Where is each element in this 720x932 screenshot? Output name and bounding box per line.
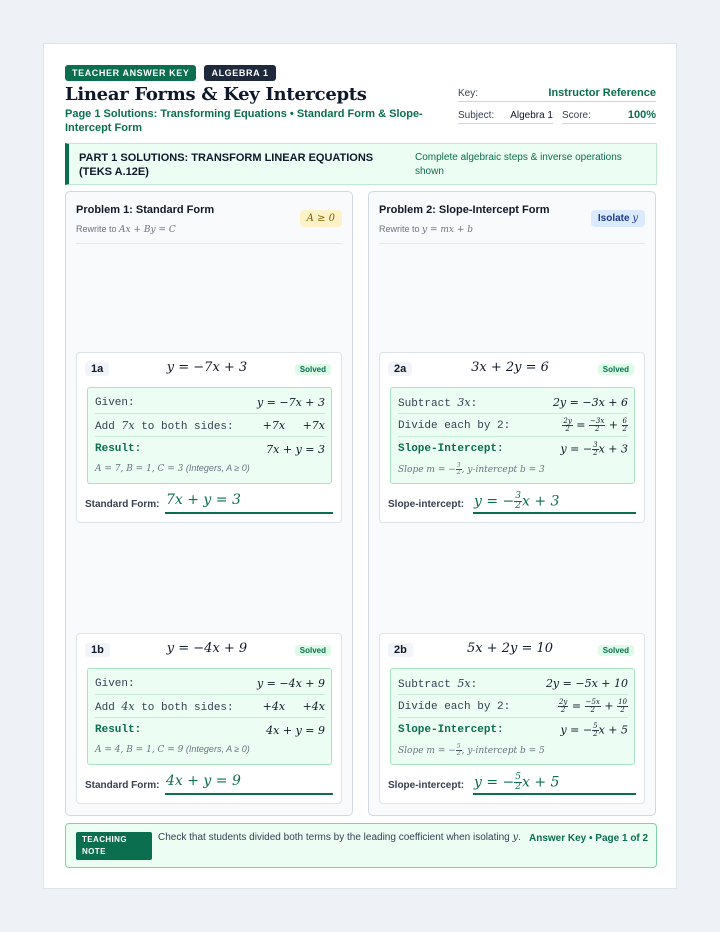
final-answer-label: Slope-intercept:	[388, 499, 465, 510]
constraint-badge: A ≥ 0	[300, 210, 342, 227]
problem-2-title: Problem 2: Slope-Intercept Form	[379, 204, 550, 216]
final-answer	[388, 773, 636, 795]
solved-badge: Solved	[598, 645, 634, 656]
problem-equation: y = −7x + 3	[166, 360, 248, 375]
final-answer-label: Standard Form:	[85, 499, 160, 510]
problem-2-column	[368, 191, 656, 816]
problem-2a-card	[379, 352, 645, 523]
teaching-note-text: Check that students divided both terms by the leading coefficient when isolating y.	[158, 832, 521, 843]
answer-key-sheet	[43, 43, 677, 889]
final-answer-value: y = − $\frac{3}{2}$ x + 3	[473, 492, 636, 514]
isolate-badge: Isolate y	[591, 210, 645, 227]
work-step-given: Given: y = −7x + 3	[95, 392, 325, 414]
work-step-result: Slope-Intercept: y = − $\frac{3}{2}$ x + 3	[398, 440, 628, 457]
problem-equation: 3x + 2y = 6	[471, 360, 549, 375]
work-step-divide: Divide each by 2: $\frac{2y}{2}$ = $\frac{-5x}{2}$ + $\frac{10}{2}$	[398, 696, 628, 718]
problem-number: 1a	[85, 362, 109, 376]
work-step-divide: Divide each by 2: $\frac{2y}{2}$ = $\frac{-3x}{2}$ + $\frac{6}{2}$	[398, 415, 628, 437]
subject-label: Subject:	[458, 110, 495, 121]
teaching-note-badge: TEACHING NOTE	[76, 832, 152, 860]
work-step-result: Result: 4x + y = 9	[95, 723, 325, 737]
solved-badge: Solved	[598, 364, 634, 375]
final-answer	[85, 492, 333, 514]
work-box	[390, 668, 635, 765]
work-step-subtract: Subtract 5x: 2y = −5x + 10	[398, 673, 628, 695]
work-step-result: Slope-Intercept: y = − $\frac{5}{2}$ x + 5	[398, 721, 628, 738]
coefficient-note: A = 7, B = 1, C = 3 (Integers, A ≥ 0)	[95, 463, 250, 474]
problem-equation: y = −4x + 9	[166, 641, 248, 656]
final-answer-value: 7x + y = 3	[165, 492, 333, 514]
part-title: PART 1 SOLUTIONS: TRANSFORM LINEAR EQUATIONS (TEKS A.12E)	[79, 152, 374, 178]
problem-1-instruction: Rewrite to Ax + By = C	[76, 224, 176, 235]
problem-2-header	[379, 202, 645, 244]
problem-1-column	[65, 191, 353, 816]
work-step-add: Add 4x to both sides: +4x +4x	[95, 696, 325, 718]
score-value: 100%	[627, 109, 656, 121]
teacher-answer-key-tag: TEACHER ANSWER KEY	[65, 65, 196, 81]
subject-score-row	[458, 102, 656, 124]
problem-number: 2a	[388, 362, 412, 376]
problem-number: 2b	[388, 643, 413, 657]
problem-number: 1b	[85, 643, 110, 657]
work-step-add: Add 7x to both sides: +7x +7x	[95, 415, 325, 437]
final-answer-value: 4x + y = 9	[165, 773, 333, 795]
final-answer	[388, 492, 636, 514]
slope-note: Slope m = − $\frac{3}{2}$ , y-intercept b = 3	[398, 462, 545, 476]
work-step-result: Result: 7x + y = 3	[95, 442, 325, 456]
problem-equation: 5x + 2y = 10	[466, 641, 554, 656]
work-step-subtract: Subtract 3x: 2y = −3x + 6	[398, 392, 628, 414]
work-box	[87, 668, 332, 765]
problem-2b-card	[379, 633, 645, 804]
key-value: Instructor Reference	[548, 87, 656, 99]
work-box	[87, 387, 332, 484]
work-step-given: Given: y = −4x + 9	[95, 673, 325, 695]
final-answer-label: Standard Form:	[85, 780, 160, 791]
score-label: Score:	[562, 110, 591, 121]
solved-badge: Solved	[295, 364, 331, 375]
page-title: Linear Forms & Key Intercepts	[65, 84, 367, 105]
slope-note: Slope m = − $\frac{5}{2}$ , y-intercept b = 5	[398, 743, 545, 757]
subject-value: Algebra 1	[510, 110, 553, 121]
work-box	[390, 387, 635, 484]
subject-cell	[458, 102, 553, 124]
meta-panel	[458, 82, 656, 124]
problem-1b-card	[76, 633, 342, 804]
problem-1-header	[76, 202, 342, 244]
problem-1a-card	[76, 352, 342, 523]
problem-1-title: Problem 1: Standard Form	[76, 204, 215, 216]
final-answer	[85, 773, 333, 795]
page-subtitle: Page 1 Solutions: Transforming Equations • Standard Form & Slope-Intercept Form	[65, 108, 423, 134]
score-cell	[562, 102, 656, 124]
algebra-tag: ALGEBRA 1	[204, 65, 275, 81]
teaching-note	[65, 823, 657, 868]
solved-badge: Solved	[295, 645, 331, 656]
coefficient-note: A = 4, B = 1, C = 9 (Integers, A ≥ 0)	[95, 744, 250, 755]
problem-2-instruction: Rewrite to y = mx + b	[379, 224, 473, 235]
final-answer-value: y = − $\frac{5}{2}$ x + 5	[473, 773, 636, 795]
header-tags	[65, 65, 276, 81]
key-label: Key:	[458, 88, 479, 99]
part-banner	[65, 143, 657, 185]
key-row	[458, 82, 656, 102]
final-answer-label: Slope-intercept:	[388, 780, 465, 791]
part-description: Complete algebraic steps & inverse operations shown	[415, 152, 622, 177]
page-footer: Answer Key • Page 1 of 2	[529, 833, 649, 844]
